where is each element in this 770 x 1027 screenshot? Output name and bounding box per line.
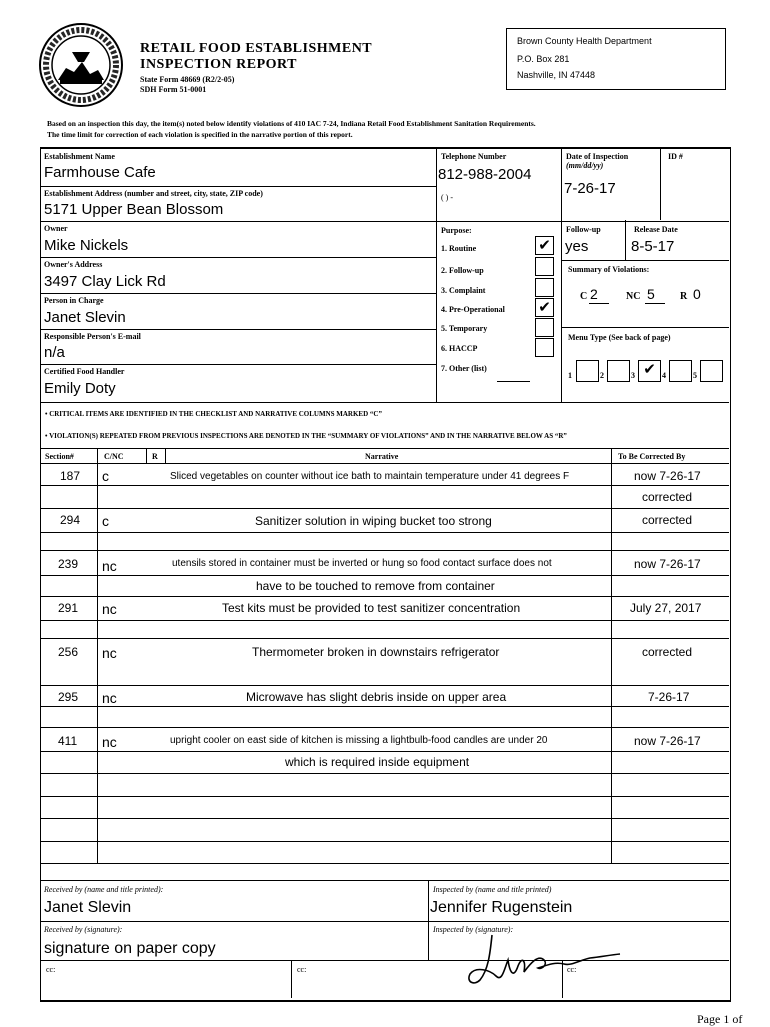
form-subtitle: INSPECTION REPORT: [140, 57, 297, 72]
menu-type-5-label: 5: [693, 371, 697, 380]
intro-line-1: Based on an inspection this day, the item(s) noted below identify violations of 410 IAC 7-24, Indiana Retail Food Establishment Sanitation Requirements.: [47, 119, 536, 128]
owner-address[interactable]: 3497 Clay Lick Rd: [44, 273, 166, 290]
inspection-date-format: (mm/dd/yy): [566, 161, 604, 170]
row-4-cnc: nc: [102, 558, 117, 574]
row-1-narrative: Sliced vegetables on counter without ice bath to maintain temperature under 41 degrees F: [170, 471, 570, 482]
owner-address-label: Owner's Address: [44, 260, 103, 269]
telephone-number[interactable]: 812-988-2004: [438, 166, 532, 183]
owner-name[interactable]: Mike Nickels: [44, 237, 129, 254]
purpose-complaint-label: 3. Complaint: [441, 286, 486, 295]
row-5-narrative: have to be touched to remove from container: [256, 579, 495, 593]
menu-type-1-label: 1: [568, 371, 572, 380]
col-r-header: R: [152, 452, 158, 461]
menu-type-2-label: 2: [600, 371, 604, 380]
row-7-narrative: Thermometer broken in downstairs refrigerator: [252, 645, 500, 659]
row-6-cnc: nc: [102, 601, 117, 617]
purpose-label: Purpose:: [441, 226, 472, 235]
menu-type-4-box[interactable]: [669, 360, 692, 382]
establishment-name[interactable]: Farmhouse Cafe: [44, 164, 156, 181]
purpose-preop-label: 4. Pre-Operational: [441, 305, 505, 314]
purpose-temporary-checkbox[interactable]: [535, 318, 554, 337]
cc-label-3: cc:: [567, 965, 577, 974]
inspection-date[interactable]: 7-26-17: [564, 180, 616, 197]
release-date[interactable]: 8-5-17: [631, 238, 675, 255]
row-3-section: 294: [60, 513, 81, 527]
telephone-label: Telephone Number: [441, 152, 507, 161]
menu-type-1-box[interactable]: [576, 360, 599, 382]
purpose-followup-label: 2. Follow-up: [441, 266, 484, 275]
menu-type-5-box[interactable]: [700, 360, 723, 382]
sdh-form-number: SDH Form 51-0001: [140, 85, 207, 94]
row-1-corrected: now 7-26-17: [634, 469, 701, 483]
summary-c-value[interactable]: 2: [590, 286, 598, 302]
form-title: RETAIL FOOD ESTABLISHMENT: [140, 41, 373, 56]
summary-r-label: R: [680, 291, 688, 302]
row-4-narrative: utensils stored in container must be inverted or hung so food contact surface does not: [172, 558, 552, 569]
row-7-cnc: nc: [102, 645, 117, 661]
purpose-routine-label: 1. Routine: [441, 244, 477, 253]
row-1-section: 187: [60, 469, 81, 483]
release-date-label: Release Date: [634, 225, 678, 234]
received-by-label: Received by (name and title printed):: [44, 885, 164, 894]
department-city: Nashville, IN 47448: [517, 70, 596, 80]
summary-nc-label: NC: [626, 291, 641, 302]
cc-label-1: cc:: [46, 965, 56, 974]
row-9-section: 411: [58, 734, 78, 748]
page-number: Page 1 of: [697, 1012, 743, 1026]
row-3-narrative: Sanitizer solution in wiping bucket too strong: [255, 514, 492, 528]
menu-type-3-label: 3: [631, 371, 635, 380]
owner-label: Owner: [44, 224, 68, 233]
critical-note: • CRITICAL ITEMS ARE IDENTIFIED IN THE CHECKLIST AND NARRATIVE COLUMNS MARKED “C”: [45, 410, 382, 418]
person-in-charge[interactable]: Janet Slevin: [44, 309, 126, 326]
department-name: Brown County Health Department: [517, 36, 652, 46]
purpose-haccp-checkbox[interactable]: [535, 338, 554, 357]
row-9-corrected: now 7-26-17: [634, 734, 701, 748]
email-label: Responsible Person's E-mail: [44, 332, 141, 341]
row-8-section: 295: [58, 690, 79, 704]
row-1-cnc: c: [102, 468, 109, 484]
establishment-address[interactable]: 5171 Upper Bean Blossom: [44, 201, 224, 218]
summary-c-label: C: [580, 291, 588, 302]
menu-type-2-box[interactable]: [607, 360, 630, 382]
row-7-section: 256: [58, 645, 79, 659]
food-handler-label: Certified Food Handler: [44, 367, 125, 376]
row-9-narrative: upright cooler on east side of kitchen is missing a lightbulb-food candles are under 20: [170, 735, 548, 746]
email-value[interactable]: n/a: [44, 344, 65, 361]
row-8-cnc: nc: [102, 690, 117, 706]
inspector-signature: [460, 930, 630, 990]
row-6-narrative: Test kits must be provided to test sanitizer concentration: [222, 601, 521, 615]
summary-nc-value[interactable]: 5: [647, 286, 655, 302]
purpose-other-label: 7. Other (list): [441, 364, 487, 373]
received-signature[interactable]: signature on paper copy: [44, 940, 216, 957]
summary-r-value[interactable]: 0: [693, 286, 701, 302]
row-3-cnc: c: [102, 513, 109, 529]
purpose-complaint-checkbox[interactable]: [535, 278, 554, 297]
row-2-corrected: corrected: [642, 490, 693, 504]
col-corrected-header: To Be Corrected By: [618, 452, 686, 461]
row-8-corrected: 7-26-17: [648, 690, 690, 704]
id-label: ID #: [668, 152, 683, 161]
row-8-narrative: Microwave has slight debris inside on upper area: [246, 690, 507, 704]
followup-label: Follow-up: [566, 225, 601, 234]
col-cnc-header: C/NC: [104, 452, 124, 461]
repeated-note: • VIOLATION(S) REPEATED FROM PREVIOUS INSPECTIONS ARE DENOTED IN THE “SUMMARY OF VIOLATIONS” AND IN THE NARRATIVE BELOW AS “R”: [45, 432, 567, 440]
menu-type-4-label: 4: [662, 371, 666, 380]
telephone-extra: ( ) -: [441, 193, 453, 202]
inspection-date-label: Date of Inspection: [566, 152, 629, 161]
received-signature-label: Received by (signature):: [44, 925, 123, 934]
row-9-cnc: nc: [102, 734, 117, 750]
row-6-section: 291: [58, 601, 79, 615]
state-seal: [38, 22, 124, 108]
inspected-by-label: Inspected by (name and title printed): [433, 885, 552, 894]
intro-line-2: The time limit for correction of each violation is specified in the narrative portion of this report.: [47, 130, 353, 139]
cc-label-2: cc:: [297, 965, 307, 974]
department-po-box: P.O. Box 281: [517, 54, 570, 64]
menu-type-3-box[interactable]: ✔: [638, 360, 661, 382]
purpose-haccp-label: 6. HACCP: [441, 344, 478, 353]
establishment-name-label: Establishment Name: [44, 152, 115, 161]
received-by-name[interactable]: Janet Slevin: [44, 899, 132, 916]
department-box: [506, 28, 726, 90]
form-number: State Form 48669 (R2/2-05): [140, 75, 235, 84]
row-7-corrected: corrected: [642, 645, 693, 659]
row-10-narrative: which is required inside equipment: [285, 755, 470, 769]
inspected-by-name[interactable]: Jennifer Rugenstein: [430, 899, 573, 916]
summary-label: Summary of Violations:: [568, 265, 650, 274]
row-4-section: 239: [58, 557, 79, 571]
purpose-followup-checkbox[interactable]: [535, 257, 554, 276]
col-narrative-header: Narrative: [365, 452, 399, 461]
menu-type-label: Menu Type (See back of page): [568, 333, 671, 342]
food-handler[interactable]: Emily Doty: [44, 380, 116, 397]
row-4-corrected: now 7-26-17: [634, 557, 701, 571]
purpose-routine-checkbox[interactable]: ✔: [535, 236, 554, 255]
followup-value[interactable]: yes: [565, 238, 589, 255]
col-section-header: Section#: [45, 452, 74, 461]
row-6-corrected: July 27, 2017: [630, 601, 702, 615]
row-3-corrected: corrected: [642, 513, 693, 527]
purpose-temporary-label: 5. Temporary: [441, 324, 488, 333]
inspected-signature-label: Inspected by (signature):: [433, 925, 514, 934]
purpose-preop-checkbox[interactable]: ✔: [535, 298, 554, 317]
person-in-charge-label: Person in Charge: [44, 296, 104, 305]
address-label: Establishment Address (number and street, city, state, ZIP code): [44, 189, 263, 198]
